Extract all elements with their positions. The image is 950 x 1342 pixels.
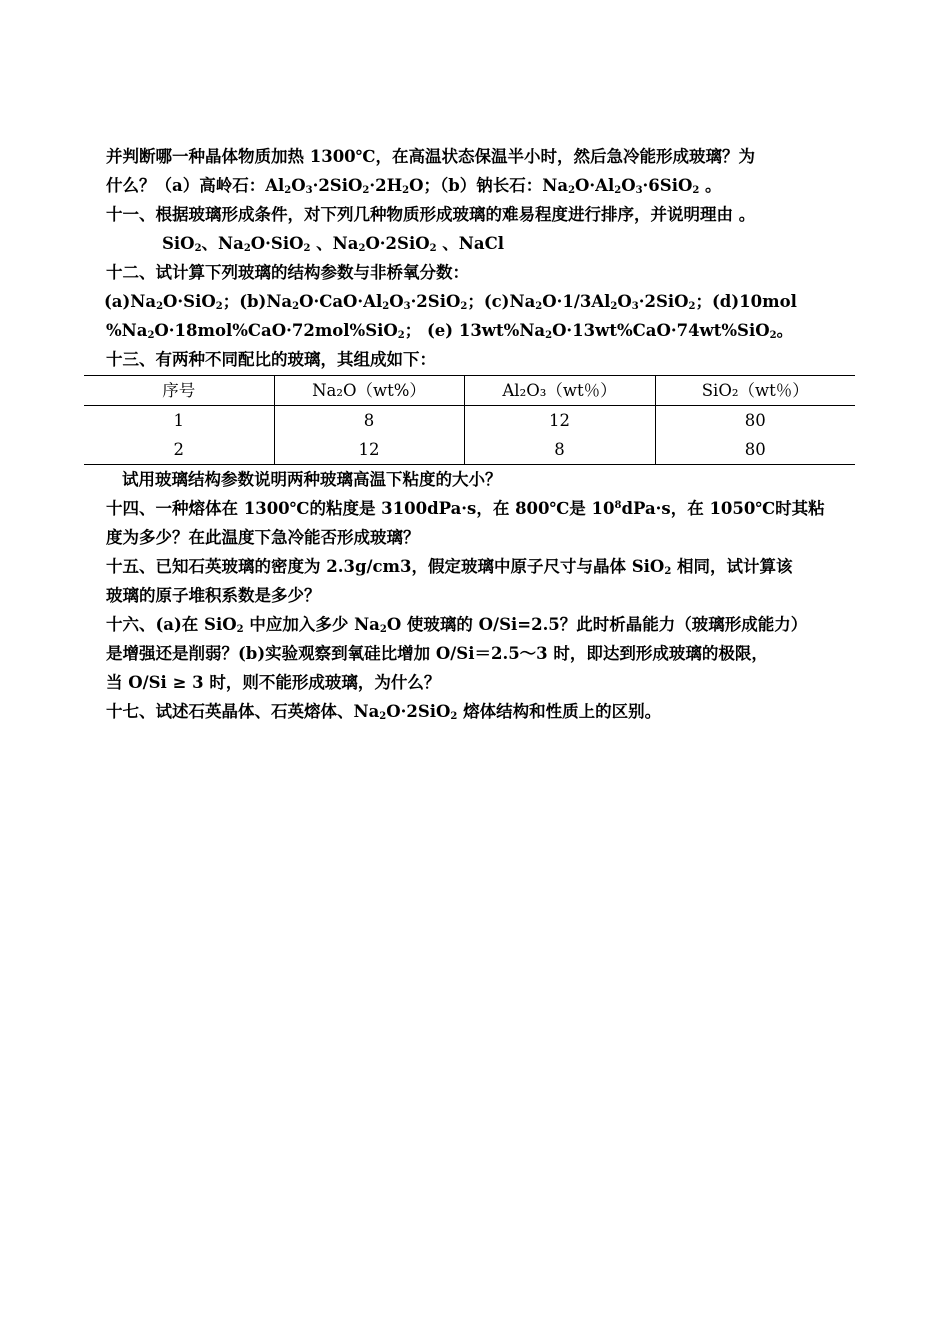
header-sio2: SiO₂（wt％） bbox=[655, 376, 855, 406]
question-15-line-2: 玻璃的原子堆积系数是多少？ bbox=[106, 586, 321, 605]
document-content bbox=[106, 142, 866, 726]
table-cell: 80 bbox=[655, 435, 855, 465]
question-16-line-2: 是增强还是削弱？(b)实验观察到氧硅比增加 O/Si＝2.5～3 时，即达到形成玻璃的极限， bbox=[106, 644, 768, 663]
composition-table bbox=[84, 375, 855, 465]
question-12-items-line-1: $(a)Na_2O\cdot SiO_2$；$(b)Na_2O\cdot CaO\cdot Al_2O_3\cdot 2SiO_2$；$(c)Na_2O\cdot 1/3Al_2O_3\cdot 2SiO_2$；(d)10mol bbox=[104, 292, 797, 312]
table-header-row bbox=[84, 376, 855, 406]
question-11: 十一、根据玻璃形成条件，对下列几种物质形成玻璃的难易程度进行排序，并说明理由 。 bbox=[106, 205, 756, 224]
table-cell: 1 bbox=[173, 411, 184, 430]
table-cell: 2 bbox=[84, 435, 274, 465]
question-10-line-1: 并判断哪一种晶体物质加热 1300℃，在高温状态保温半小时，然后急冷能形成玻璃？为 bbox=[106, 147, 755, 166]
table-cell: 8 bbox=[274, 406, 464, 436]
question-13-prompt: 试用玻璃结构参数说明两种玻璃高温下粘度的大小？ bbox=[122, 470, 502, 489]
question-13: 十三、有两种不同配比的玻璃，其组成如下： bbox=[106, 350, 436, 369]
question-16-line-1: 十六、(a)在 SiO$_2$ 中应加入多少 $Na_2O$ 使玻璃的 O/Si=2.5？此时析晶能力（玻璃形成能力） bbox=[106, 615, 808, 635]
table-row bbox=[84, 435, 855, 465]
table-cell: 12 bbox=[464, 406, 655, 436]
question-14-line-2: 度为多少？在此温度下急冷能否形成玻璃？ bbox=[106, 528, 420, 547]
header-index: 序号 bbox=[84, 376, 274, 406]
question-10-line-2: 什么？（a）高岭石：$Al_2O_3\cdot 2SiO_2\cdot 2H_2O$；（b）钠长石：$Na_2O\cdot Al_2O_3\cdot 6SiO_2$ 。 bbox=[106, 176, 722, 196]
question-14-line-1: 十四、一种熔体在 1300℃的粘度是 3100dPa·s，在 800℃是 $10^8dPa\cdot s$，在 1050℃时其粘 bbox=[106, 499, 825, 518]
table-cell: 8 bbox=[464, 435, 655, 465]
question-11-substances: SiO$_2$、$Na_2O\cdot SiO_2$ 、$Na_2O\cdot 2SiO_2$ 、NaCl bbox=[162, 234, 504, 254]
question-17: 十七、试述石英晶体、石英熔体、$Na_2O\cdot 2SiO_2$ 熔体结构和性质上的区别。 bbox=[106, 702, 662, 722]
question-12: 十二、试计算下列玻璃的结构参数与非桥氧分数： bbox=[106, 263, 469, 282]
question-16-line-3: 当 O/Si ≥ 3 时，则不能形成玻璃，为什么？ bbox=[106, 673, 441, 692]
question-15-line-1: 十五、已知石英玻璃的密度为 2.3g/cm3，假定玻璃中原子尺寸与晶体 SiO$_2$ 相同，试计算该 bbox=[106, 557, 793, 577]
header-na2o: Na₂O（wt%） bbox=[274, 376, 464, 406]
table-cell: 80 bbox=[655, 406, 855, 436]
question-12-items-line-2: $\%Na_2O\cdot 18mol\%CaO\cdot 72mol\%SiO_2$； (e) $13wt\%Na_2O\cdot 13wt\%CaO\cdot 74wt\%SiO_2$。 bbox=[106, 321, 794, 341]
header-al2o3: Al₂O₃（wt％） bbox=[464, 376, 655, 406]
table-cell: 12 bbox=[274, 435, 464, 465]
table-row bbox=[84, 406, 855, 436]
